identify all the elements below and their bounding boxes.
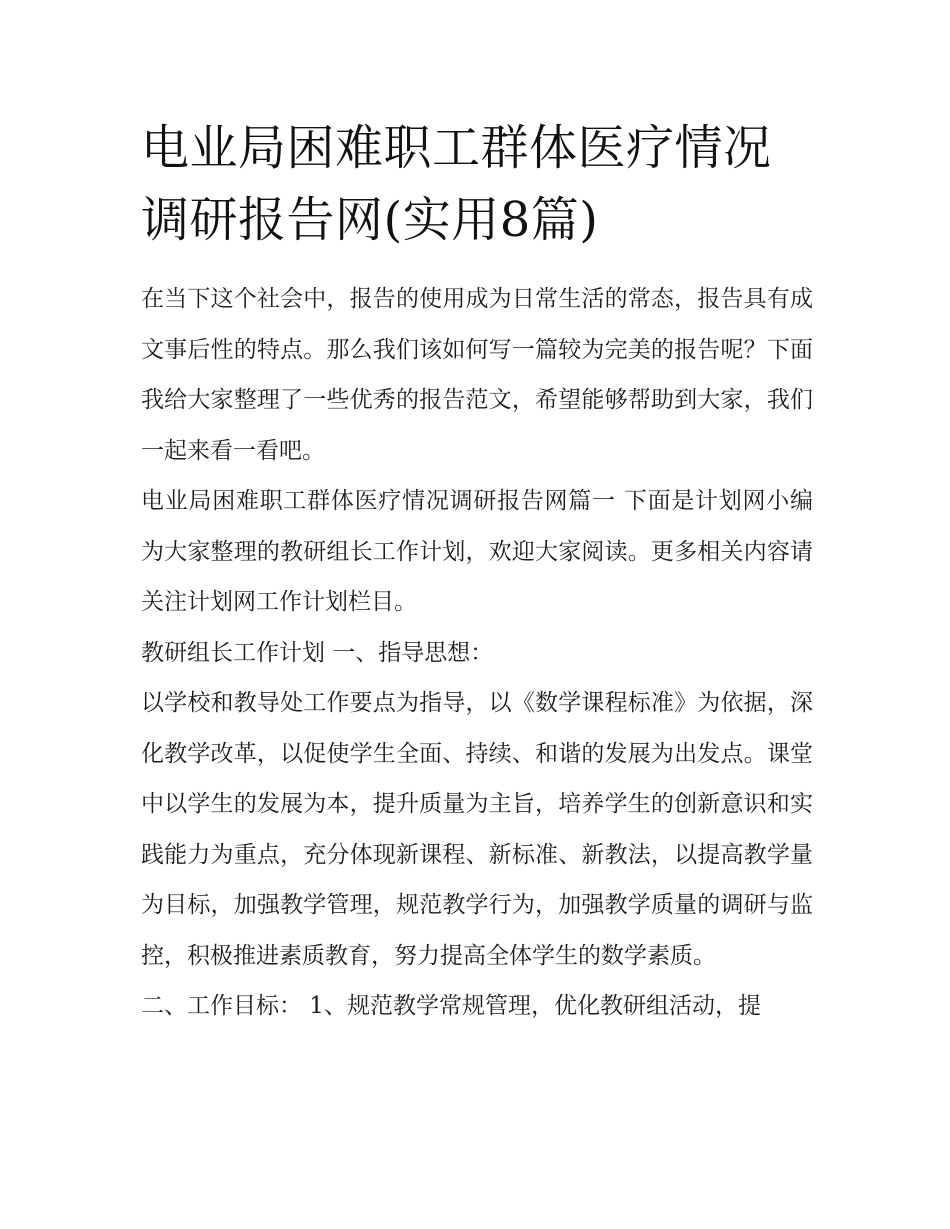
paragraph-guiding-body: 以学校和教导处工作要点为指导，以《数学课程标准》为依据，深化教学改革，以促使学生全面、持续、和谐的发展为出发点。课堂中以学生的发展为本，提升质量为主旨，培养学生的创新意识和实践能力为重点，充分体现新课程、新标准、新教法，以提高教学量为目标，加强教学管理，规范教学行为，加强教学质量的调研与监控，积极推进素质教育，努力提高全体学生的数学素质。	[141, 690, 813, 969]
document-page	[141, 112, 813, 1032]
paragraph-guiding-heading: 教研组长工作计划 一、指导思想：	[141, 639, 494, 666]
paragraph-work-goals: 二、工作目标： 1、规范教学常规管理，优化教研组活动，提	[141, 993, 761, 1019]
paragraph-article-one: 电业局困难职工群体医疗情况调研报告网篇一 下面是计划网小编为大家整理的教研组长工作计划，欢迎大家阅读。更多相关内容请关注计划网工作计划栏目。	[141, 488, 813, 615]
document-title: 电业局困难职工群体医疗情况调研报告网(实用8篇)	[141, 120, 772, 248]
paragraph-intro: 在当下这个社会中，报告的使用成为日常生活的常态，报告具有成文事后性的特点。那么我们该如何写一篇较为完美的报告呢？下面我给大家整理了一些优秀的报告范文，希望能够帮助到大家，我们一起来看一看吧。	[141, 286, 813, 464]
